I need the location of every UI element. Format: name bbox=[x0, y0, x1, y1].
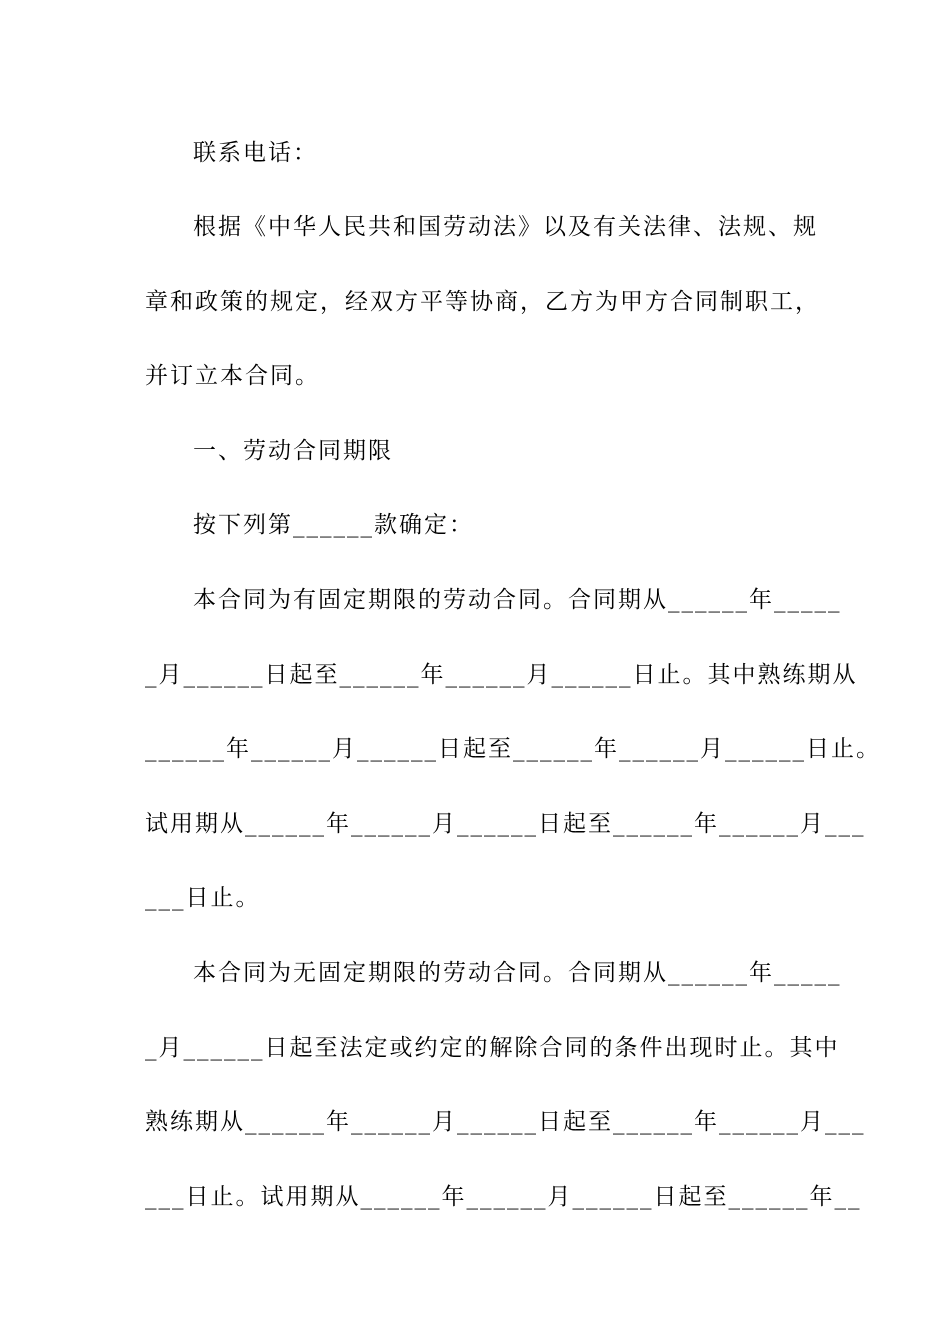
paragraph-intro-line-1: 根据《中华人民共和国劳动法》以及有关法律、法规、规 bbox=[193, 214, 818, 240]
open-term-line-1: 本合同为无固定期限的劳动合同。合同期从______年_____ bbox=[193, 960, 842, 986]
open-term-line-4: ___日止。试用期从______年______月______日起至______年__ bbox=[145, 1184, 862, 1210]
section-heading-contract-term: 一、劳动合同期限 bbox=[193, 438, 393, 464]
fixed-term-line-5: ___日止。 bbox=[145, 885, 261, 911]
contact-phone-line: 联系电话： bbox=[193, 140, 318, 166]
paragraph-intro-line-3: 并订立本合同。 bbox=[145, 363, 320, 389]
fixed-term-line-4: 试用期从______年______月______日起至______年______月___ bbox=[145, 811, 866, 837]
clause-selection-line: 按下列第______款确定： bbox=[193, 512, 474, 538]
open-term-line-2: _月______日起至法定或约定的解除合同的条件出现时止。其中 bbox=[145, 1035, 840, 1061]
paragraph-intro-line-2: 章和政策的规定，经双方平等协商，乙方为甲方合同制职工， bbox=[145, 289, 820, 315]
fixed-term-line-2: _月______日起至______年______月______日止。其中熟练期从 bbox=[145, 662, 858, 688]
fixed-term-line-1: 本合同为有固定期限的劳动合同。合同期从______年_____ bbox=[193, 587, 842, 613]
open-term-line-3: 熟练期从______年______月______日起至______年______月___ bbox=[145, 1109, 866, 1135]
fixed-term-line-3: ______年______月______日起至______年______月______日止。 bbox=[145, 736, 881, 762]
